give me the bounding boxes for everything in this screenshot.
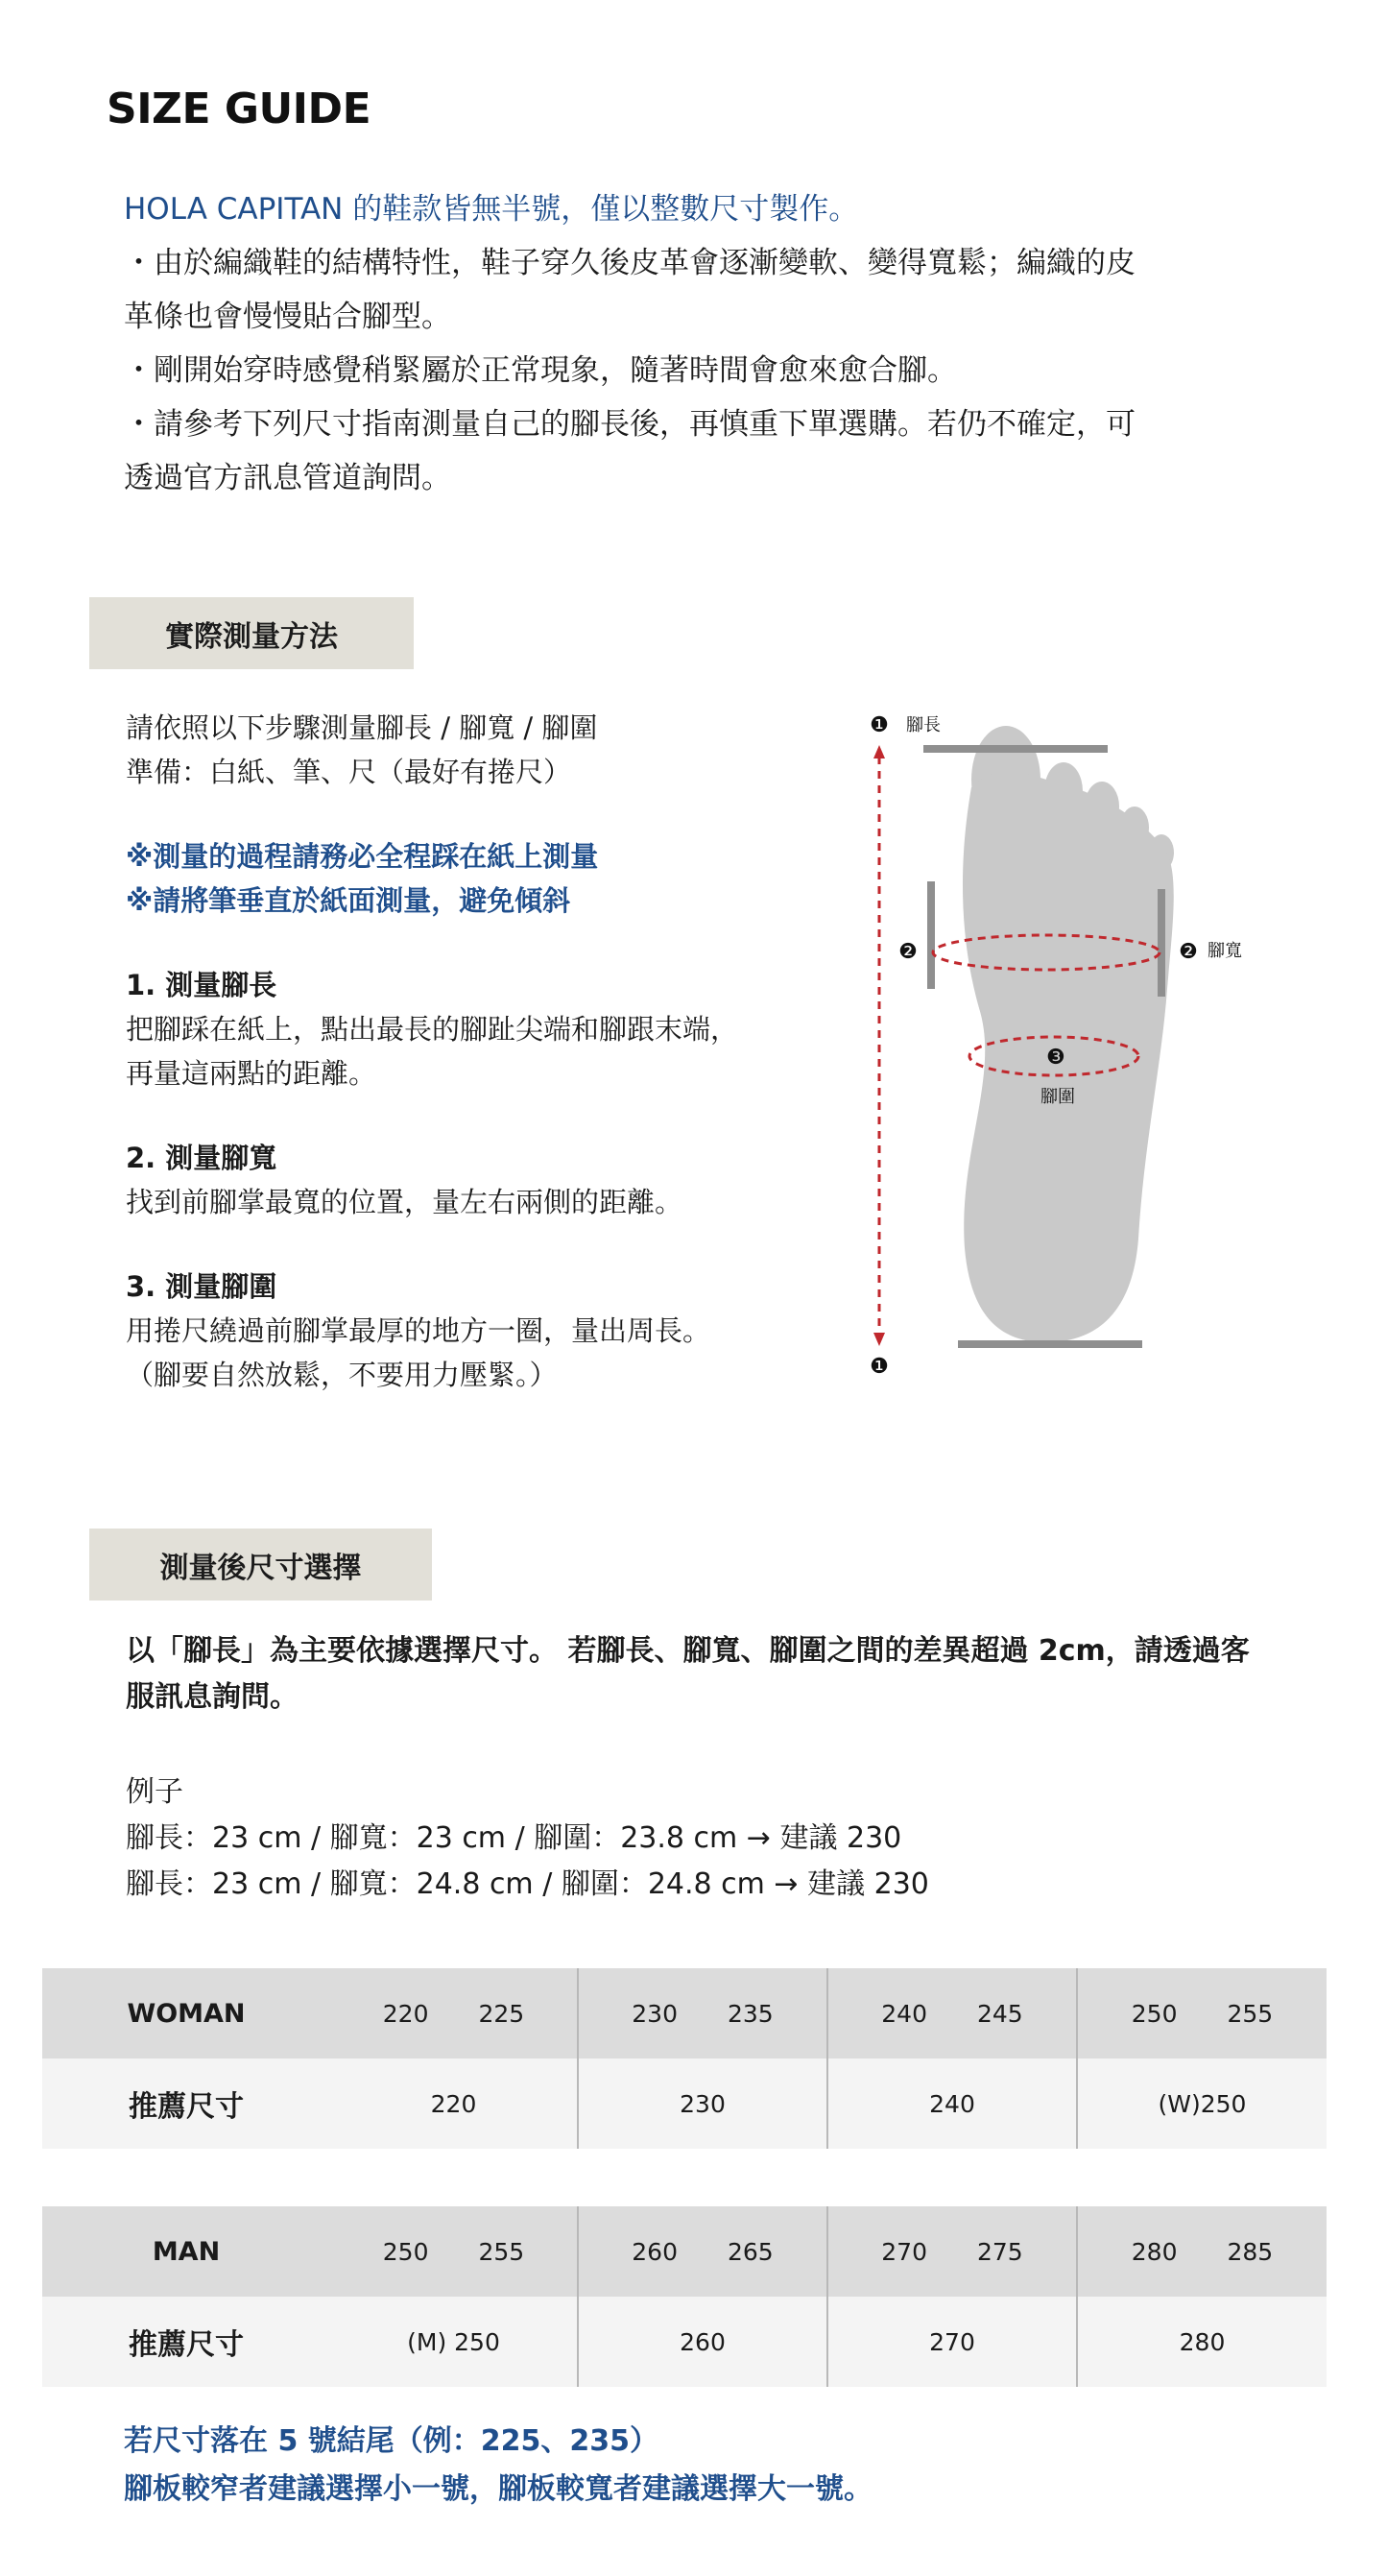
woman-size-table [42, 1968, 1327, 2149]
size-value: 260 [632, 2237, 678, 2266]
size-value: 245 [977, 1999, 1023, 2028]
size-value: 225 [478, 1999, 525, 2028]
intro-line: ・剛開始穿時感覺稍緊屬於正常現象，隨著時間會愈來愈合腳。 [124, 353, 957, 388]
width-label: 腳寬 [1208, 941, 1242, 961]
warning-line: ※請將筆垂直於紙面測量，避免傾斜 [126, 884, 571, 917]
intro-line: ・由於編織鞋的結構特性，鞋子穿久後皮革會逐漸變軟、變得寬鬆；編織的皮 [124, 246, 1136, 280]
size-value: 255 [478, 2237, 525, 2266]
intro-line: 透過官方訊息管道詢問。 [124, 461, 451, 495]
choose-rule [126, 1628, 1306, 1721]
marker-1-top: ❶ [870, 713, 889, 737]
choose-section-heading: 測量後尺寸選擇 [89, 1529, 432, 1601]
marker-2-left: ❷ [898, 940, 918, 964]
size-cell [827, 2206, 1077, 2297]
recommended-label: 推薦尺寸 [42, 2297, 330, 2387]
recommended-size: 280 [1077, 2297, 1327, 2387]
size-value: 240 [881, 1999, 927, 2028]
arrow-up-icon [873, 745, 885, 758]
recommended-size: 220 [330, 2058, 578, 2149]
size-cell [1077, 1968, 1327, 2058]
size-cell [578, 1968, 827, 2058]
size-cell [330, 2206, 578, 2297]
size-cell [330, 1968, 578, 2058]
size-value: 250 [382, 2237, 429, 2266]
step-text: 把腳踩在紙上，點出最長的腳趾尖端和腳跟末端， [126, 1013, 739, 1046]
step-title: 3. 測量腳圍 [126, 1270, 277, 1303]
girth-label: 腳圍 [1040, 1087, 1075, 1107]
foot-measure-diagram [845, 701, 1286, 1392]
size-value: 285 [1227, 2237, 1274, 2266]
table-row [42, 1968, 1327, 2058]
length-bottom-bar [958, 1340, 1142, 1348]
intro-block [124, 182, 1276, 505]
arrow-down-icon [873, 1333, 885, 1346]
table-row [42, 2297, 1327, 2387]
recommended-size: (M) 250 [330, 2297, 578, 2387]
example-line: 腳長：23 cm / 腳寬：24.8 cm / 腳圍：24.8 cm → 建議 230 [126, 1867, 929, 1901]
recommended-size: 270 [827, 2297, 1077, 2387]
woman-label: WOMAN [42, 1968, 330, 2058]
measure-instructions [126, 706, 855, 1397]
marker-2-right: ❷ [1179, 940, 1198, 964]
marker-3: ❸ [1046, 1046, 1065, 1070]
size-value: 270 [881, 2237, 927, 2266]
step-text: 用捲尺繞過前腳掌最厚的地方一圈，量出周長。 [126, 1314, 711, 1347]
size-value: 275 [977, 2237, 1023, 2266]
table-row [42, 2206, 1327, 2297]
table-row [42, 2058, 1327, 2149]
length-top-bar [923, 745, 1108, 753]
size-value: 265 [728, 2237, 774, 2266]
size-cell [1077, 2206, 1327, 2297]
size-value: 250 [1131, 1999, 1178, 2028]
warning-line: ※測量的過程請務必全程踩在紙上測量 [126, 840, 599, 873]
step-text: 再量這兩點的距離。 [126, 1057, 377, 1090]
width-left-bar [927, 881, 935, 989]
size-value: 220 [382, 1999, 429, 2028]
width-right-bar [1158, 889, 1165, 997]
marker-1-bottom: ❶ [870, 1355, 889, 1379]
recommended-size: 240 [827, 2058, 1077, 2149]
example-title: 例子 [126, 1775, 183, 1809]
step-title: 2. 測量腳寬 [126, 1142, 277, 1174]
intro-line: 革條也會慢慢貼合腳型。 [124, 300, 451, 334]
examples-block [126, 1769, 1182, 1908]
step-text: （腳要自然放鬆，不要用力壓緊。） [126, 1359, 558, 1391]
page-title: SIZE GUIDE [107, 84, 371, 133]
recommended-size: 230 [578, 2058, 827, 2149]
step-title: 1. 測量腳長 [126, 969, 277, 1001]
note-line: 若尺寸落在 5 號結尾（例：225、235） [124, 2424, 659, 2458]
intro-line: ・請參考下列尺寸指南測量自己的腳長後，再慎重下單選購。若仍不確定，可 [124, 407, 1136, 442]
measure-section-heading: 實際測量方法 [89, 597, 414, 669]
size-value: 235 [728, 1999, 774, 2028]
example-line: 腳長：23 cm / 腳寬：23 cm / 腳圍：23.8 cm → 建議 230 [126, 1821, 902, 1855]
size-value: 255 [1227, 1999, 1274, 2028]
intro-highlight: HOLA CAPITAN 的鞋款皆無半號，僅以整數尺寸製作。 [124, 192, 859, 227]
prep-line: 準備：白紙、筆、尺（最好有捲尺） [126, 756, 572, 788]
half-size-note [124, 2418, 873, 2514]
man-size-table [42, 2206, 1327, 2387]
rule-line: 服訊息詢問。 [126, 1680, 299, 1714]
recommended-size: 260 [578, 2297, 827, 2387]
rule-line: 以「腳長」為主要依據選擇尺寸。 若腳長、腳寬、腳圍之間的差異超過 2cm，請透過客 [126, 1634, 1250, 1668]
size-value: 280 [1131, 2237, 1178, 2266]
length-label: 腳長 [906, 715, 941, 735]
step-text: 找到前腳掌最寬的位置，量左右兩側的距離。 [126, 1186, 683, 1218]
foot-illustration [963, 726, 1174, 1342]
man-label: MAN [42, 2206, 330, 2297]
recommended-size: (W)250 [1077, 2058, 1327, 2149]
size-cell [827, 1968, 1077, 2058]
note-line: 腳板較窄者建議選擇小一號，腳板較寬者建議選擇大一號。 [124, 2472, 873, 2506]
size-value: 230 [632, 1999, 678, 2028]
prep-line: 請依照以下步驟測量腳長 / 腳寬 / 腳圍 [126, 711, 598, 744]
size-cell [578, 2206, 827, 2297]
recommended-label: 推薦尺寸 [42, 2058, 330, 2149]
